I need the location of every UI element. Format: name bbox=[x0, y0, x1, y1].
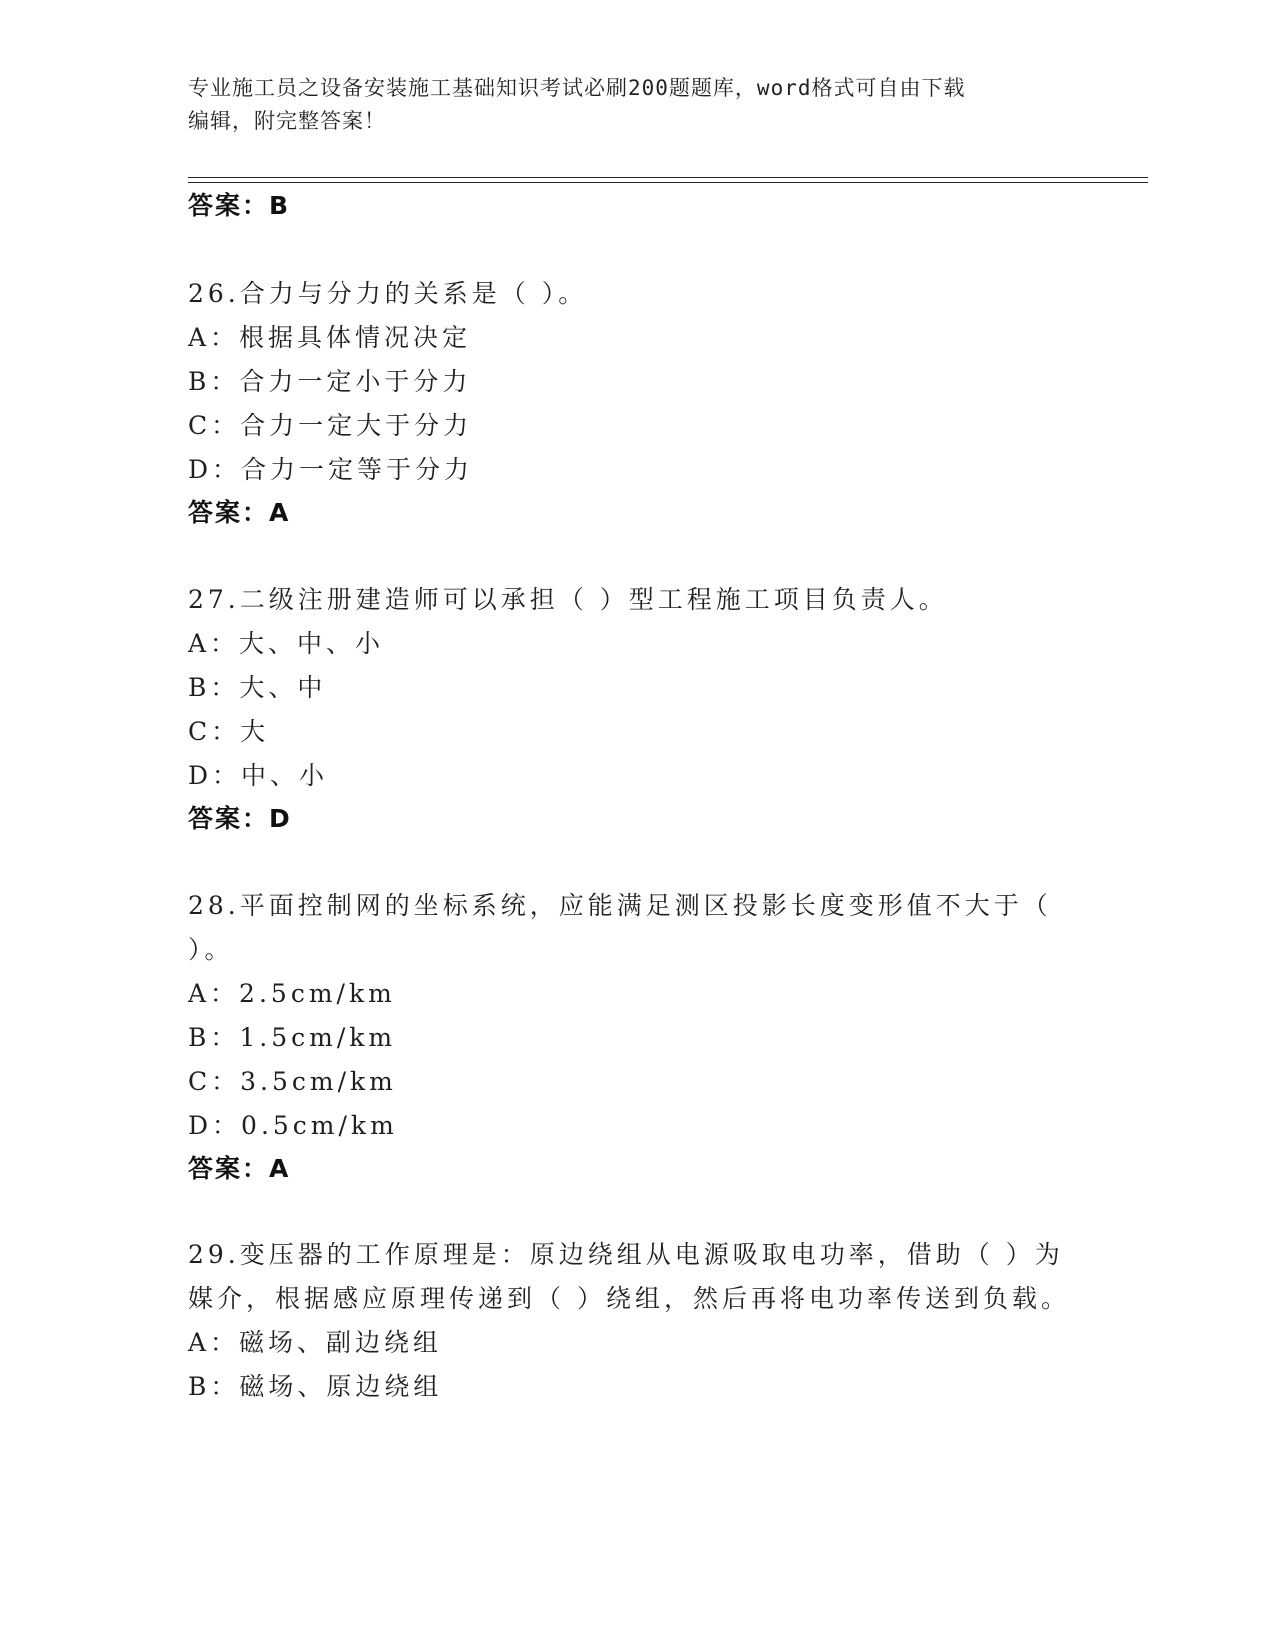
question-27: 27.二级注册建造师可以承担（ ）型工程施工项目负责人。 bbox=[188, 585, 948, 614]
q28-option-b: B：1.5cm/km bbox=[188, 1023, 397, 1052]
question-29-line-2: 媒介，根据感应原理传递到（ ）绕组，然后再将电功率传送到负载。 bbox=[188, 1284, 1070, 1313]
q26-answer: 答案：A bbox=[188, 498, 291, 527]
q29-option-a: A：磁场、副边绕组 bbox=[188, 1328, 443, 1357]
answer-prev: 答案：B bbox=[188, 191, 291, 220]
q27-option-c: C：大 bbox=[188, 717, 270, 746]
header-rule-bottom bbox=[188, 182, 1148, 183]
q26-option-c: C：合力一定大于分力 bbox=[188, 411, 473, 440]
q27-option-b: B：大、中 bbox=[188, 673, 327, 702]
q26-option-d: D：合力一定等于分力 bbox=[188, 455, 474, 484]
q27-answer: 答案：D bbox=[188, 804, 292, 833]
question-28-line-1: 28.平面控制网的坐标系统，应能满足测区投影长度变形值不大于（ bbox=[188, 891, 1052, 920]
header-line-1: 专业施工员之设备安装施工基础知识考试必刷200题题库，word格式可自由下载 bbox=[188, 76, 966, 100]
q26-option-a: A：根据具体情况决定 bbox=[188, 323, 472, 352]
q28-answer: 答案：A bbox=[188, 1154, 291, 1183]
q27-option-d: D：中、小 bbox=[188, 761, 329, 790]
q27-option-a: A：大、中、小 bbox=[188, 629, 385, 658]
question-29-line-1: 29.变压器的工作原理是：原边绕组从电源吸取电功率，借助（ ）为 bbox=[188, 1240, 1064, 1269]
header-rule-top bbox=[188, 177, 1148, 178]
page-header bbox=[188, 72, 1068, 138]
question-26: 26.合力与分力的关系是（ ）。 bbox=[188, 279, 588, 308]
q26-option-b: B：合力一定小于分力 bbox=[188, 367, 472, 396]
q29-option-b: B：磁场、原边绕组 bbox=[188, 1372, 443, 1401]
header-line-2: 编辑，附完整答案！ bbox=[188, 109, 386, 133]
question-28-line-2: ）。 bbox=[188, 935, 234, 964]
q28-option-d: D：0.5cm/km bbox=[188, 1111, 398, 1140]
q28-option-c: C：3.5cm/km bbox=[188, 1067, 397, 1096]
q28-option-a: A：2.5cm/km bbox=[188, 979, 396, 1008]
